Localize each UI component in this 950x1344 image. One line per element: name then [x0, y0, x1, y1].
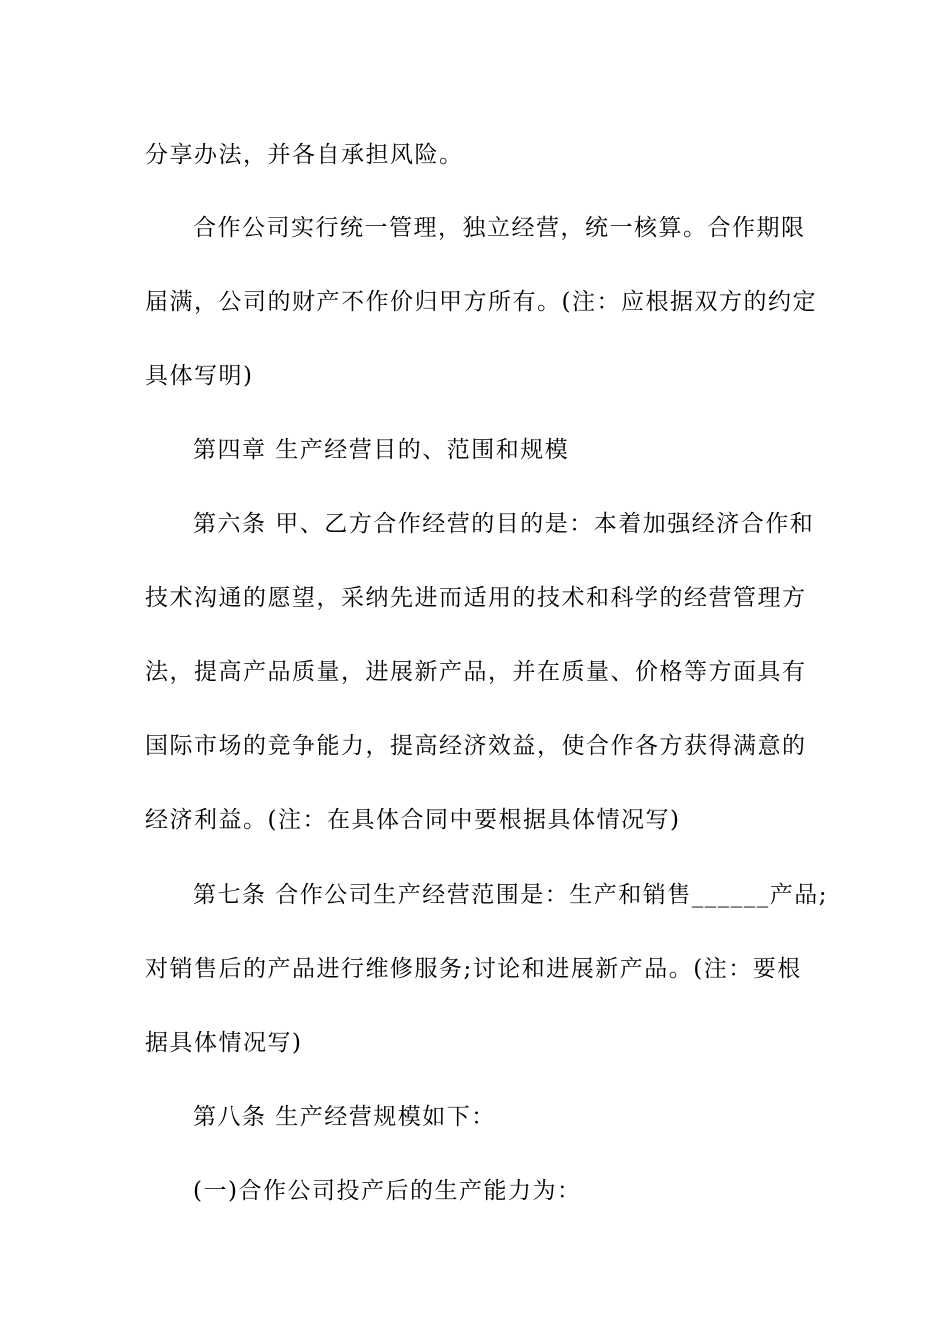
text-line: 经济利益。(注：在具体合同中要根据具体情况写) [145, 807, 681, 833]
list-item-1: (一)合作公司投产后的生产能力为： [193, 1178, 582, 1204]
text-line: 据具体情况写) [145, 1030, 303, 1056]
text-line: 国际市场的竞争能力，提高经济效益，使合作各方获得满意的 [145, 733, 807, 759]
text-line: 分享办法，并各自承担风险。 [145, 142, 464, 168]
article-8-first-line: 第八条 生产经营规模如下： [193, 1104, 496, 1130]
article-6-first-line: 第六条 甲、乙方合作经营的目的是：本着加强经济合作和 [193, 511, 815, 537]
chapter-heading: 第四章 生产经营目的、范围和规模 [193, 437, 570, 463]
text-line: 技术沟通的愿望，采纳先进而适用的技术和科学的经营管理方 [145, 585, 807, 611]
text-line: 届满，公司的财产不作价归甲方所有。(注：应根据双方的约定 [145, 289, 817, 315]
paragraph-first-line: 合作公司实行统一管理，独立经营，统一核算。合作期限 [193, 215, 806, 241]
text-line: 法，提高产品质量，进展新产品，并在质量、价格等方面具有 [145, 659, 807, 685]
text-line: 对销售后的产品进行维修服务;讨论和进展新产品。(注：要根 [145, 956, 802, 982]
article-7-first-line: 第七条 合作公司生产经营范围是：生产和销售______产品; [193, 882, 829, 908]
text-line: 具体写明) [145, 363, 254, 389]
